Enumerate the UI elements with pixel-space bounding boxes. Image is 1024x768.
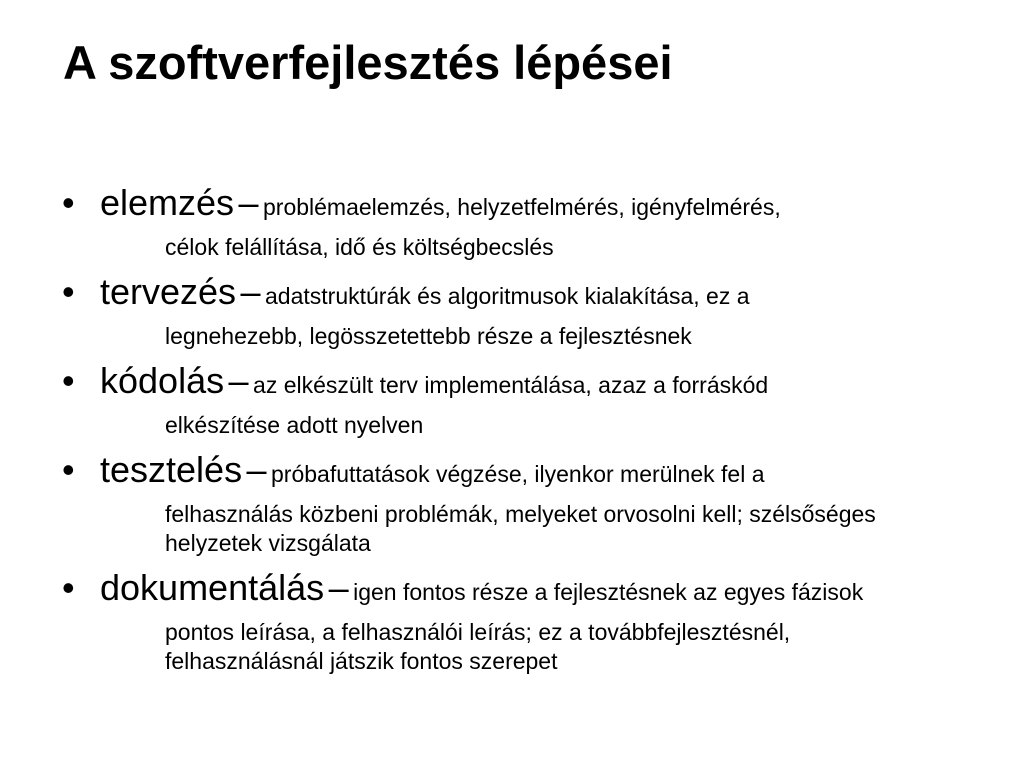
bullet-icon: • xyxy=(62,360,75,401)
item-description-continued: elkészítése adott nyelven xyxy=(165,412,424,438)
item-description-continued: legnehezebb, legösszetettebb része a fejlesztésnek xyxy=(165,323,692,349)
item-head xyxy=(100,270,982,322)
list-item xyxy=(62,270,982,351)
item-dash: – xyxy=(228,360,249,401)
bullet-icon: • xyxy=(62,449,75,490)
item-dash: – xyxy=(238,182,259,223)
list-item xyxy=(62,181,982,262)
item-description: adatstruktúrák és algoritmusok kialakítása, ez a xyxy=(265,283,750,309)
item-dash: – xyxy=(240,271,261,312)
item-description: próbafuttatások végzése, ilyenkor merülnek fel a xyxy=(271,461,765,487)
item-description: az elkészült terv implementálása, azaz a forráskód xyxy=(253,372,769,398)
slide-title: A szoftverfejlesztés lépései xyxy=(63,36,673,89)
item-description: problémaelemzés, helyzetfelmérés, igényfelmérés, xyxy=(263,194,781,220)
item-description-continued: pontos leírása, a felhasználói leírás; ez a továbbfejlesztésnél, xyxy=(165,619,791,645)
item-term: tervezés xyxy=(100,271,237,312)
item-description-continued: felhasználásnál játszik fontos szerepet xyxy=(165,648,558,674)
bullet-icon: • xyxy=(62,271,75,312)
item-head xyxy=(100,359,982,411)
bullet-icon: • xyxy=(62,567,75,608)
item-term: elemzés xyxy=(100,182,235,223)
item-term: tesztelés xyxy=(100,449,243,490)
item-head xyxy=(100,566,982,618)
item-term: dokumentálás xyxy=(100,567,325,608)
bullet-icon: • xyxy=(62,182,75,223)
item-description-continued: célok felállítása, idő és költségbecslés xyxy=(165,234,554,260)
item-term: kódolás xyxy=(100,360,225,401)
list-item xyxy=(62,566,982,676)
item-description-continued: helyzetek vizsgálata xyxy=(165,530,371,556)
item-head xyxy=(100,181,982,233)
item-description: igen fontos része a fejlesztésnek az egyes fázisok xyxy=(353,579,864,605)
item-dash: – xyxy=(328,567,349,608)
list-item xyxy=(62,448,982,558)
item-description-continued: felhasználás közbeni problémák, melyeket orvosolni kell; szélsőséges xyxy=(165,501,876,527)
bullet-list xyxy=(62,181,982,684)
item-dash: – xyxy=(246,449,267,490)
item-head xyxy=(100,448,982,500)
list-item xyxy=(62,359,982,440)
